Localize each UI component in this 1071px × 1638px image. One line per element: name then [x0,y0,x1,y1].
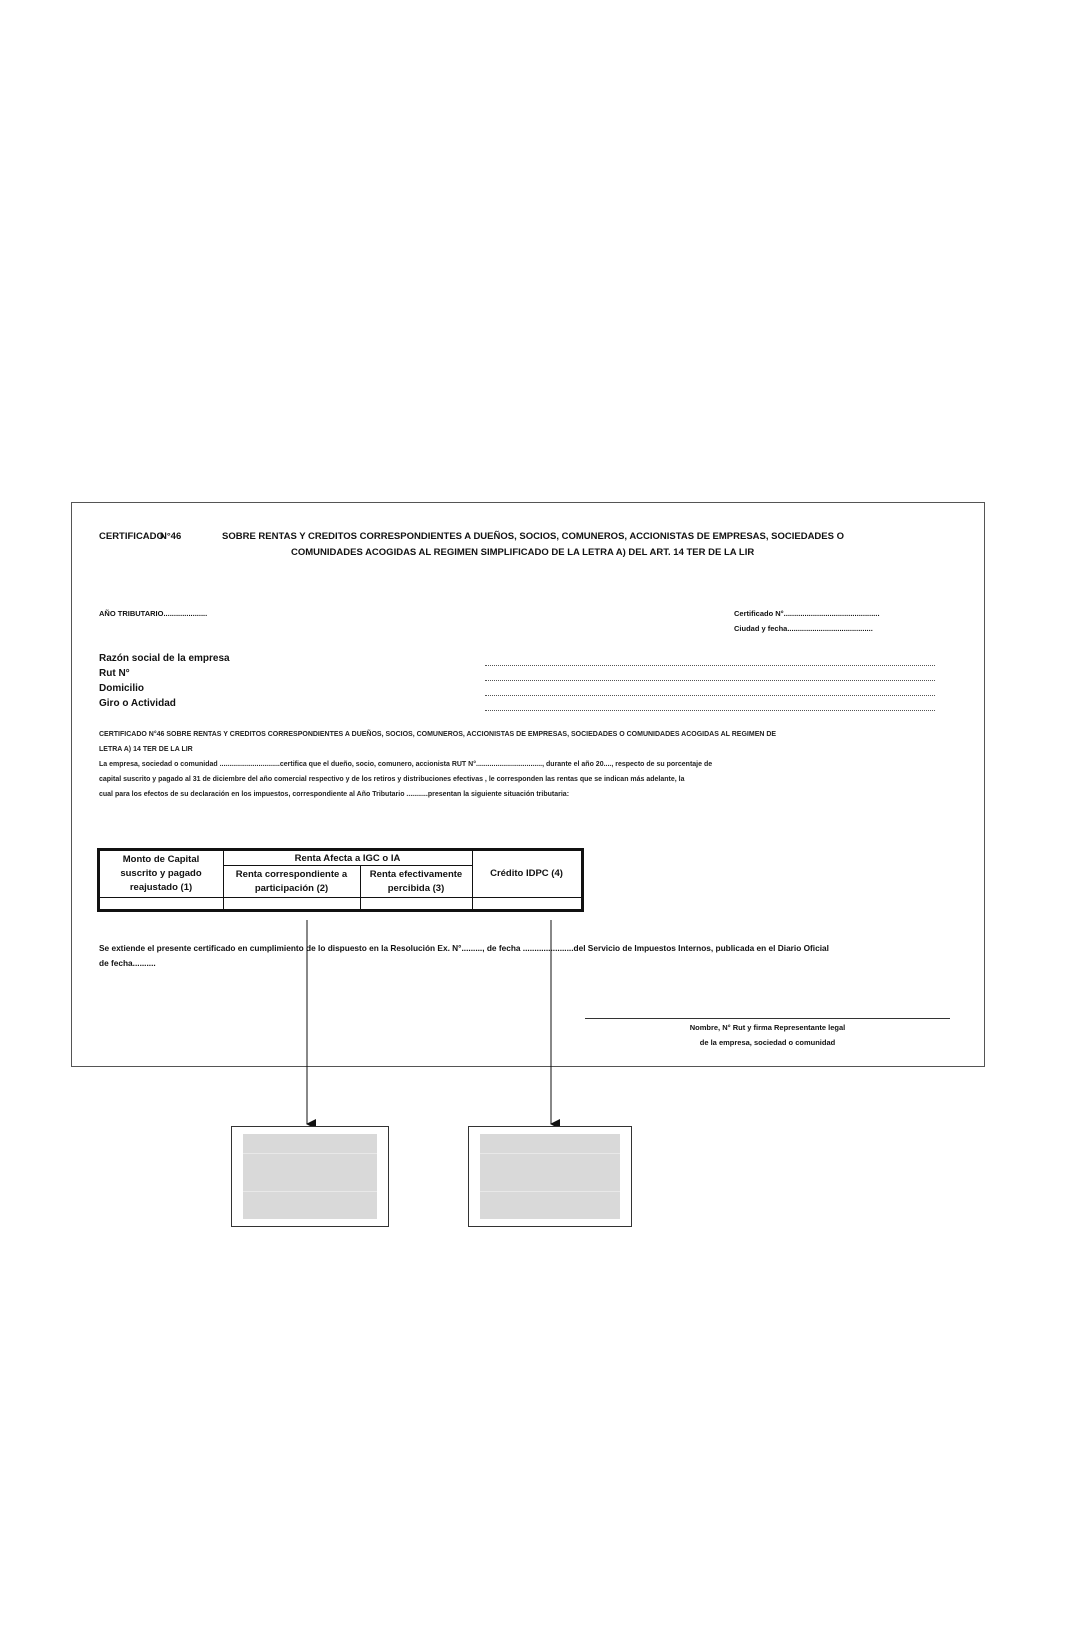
body-line3: cual para los efectos de su declaración en los impuestos, correspondiente al Año Tributario ...........presentan la siguiente situación tributaria: [99,791,570,798]
body-line1: La empresa, sociedad o comunidad ...............................certifica que el dueño, socio, comunero, accionista RUT N°.................................., durante el año 20...., respecto de su porcentaje de [99,761,713,768]
redacted-box-right-fill [480,1134,620,1219]
body-title-line2: LETRA A) 14 TER DE LA LIR [99,746,193,753]
redacted-box-left [231,1126,389,1227]
body-line2: capital suscrito y pagado al 31 de diciembre del año comercial respectivo y de los retiros y distribuciones efectivas , le corresponden las rentas que se indican más adelante, la [99,776,685,783]
field-label-domicilio: Domicilio [99,683,145,694]
table-header-renta-percibida: Renta efectivamente percibida (3) [369,868,463,894]
body-title-line1: CERTIFICADO N°46 SOBRE RENTAS Y CREDITOS CORRESPONDIENTES A DUEÑOS, SOCIOS, COMUNEROS, ACCIONISTAS DE EMPRESAS, SOCIEDADES O COMUNIDADES ACOGIDAS AL REGIMEN DE [99,731,777,738]
field-label-rut: Rut N° [99,668,130,679]
certificado-numero: Certificado N°.............................................. [734,609,880,618]
anio-tributario: AÑO TRIBUTARIO..................... [99,609,208,618]
declaration-line2: de fecha.......... [99,958,156,968]
declaration-line1: Se extiende el presente certificado en cumplimiento de lo dispuesto en la Resolución Ex. N°........., de fecha ......................del Servicio de Impuestos Internos, publicada en el Diario Oficial [99,943,829,953]
field-label-giro: Giro o Actividad [99,698,176,709]
table-header-renta-participacion: Renta correspondiente a participación (2) [235,868,348,894]
signature-label-line2: de la empresa, sociedad o comunidad [699,1038,836,1047]
certificate-title-line2: COMUNIDADES ACOGIDAS AL REGIMEN SIMPLIFICADO DE LA LETRA A) DEL ART. 14 TER DE LA LIR [291,547,755,558]
ciudad-fecha: Ciudad y fecha......................................... [734,624,873,633]
certificate-title-number: N°46 [160,531,182,542]
certificate-title-label: CERTIFICADO [99,531,164,542]
field-label-razon-social: Razón social de la empresa [99,653,230,664]
certificate-title-line1: SOBRE RENTAS Y CREDITOS CORRESPONDIENTES A DUEÑOS, SOCIOS, COMUNEROS, ACCIONISTAS DE EMPRESAS, SOCIEDADES O [222,531,844,542]
table-header-renta-afecta: Renta Afecta a IGC o IA [294,852,401,864]
redacted-box-left-fill [243,1134,377,1219]
redacted-box-right [468,1126,632,1227]
table-header-credito-idpc: Crédito IDPC (4) [490,868,563,879]
signature-label-line1: Nombre, N° Rut y firma Representante legal [689,1023,846,1032]
table-header-capital: Monto de Capital suscrito y pagado reajustado (1) [120,854,202,893]
